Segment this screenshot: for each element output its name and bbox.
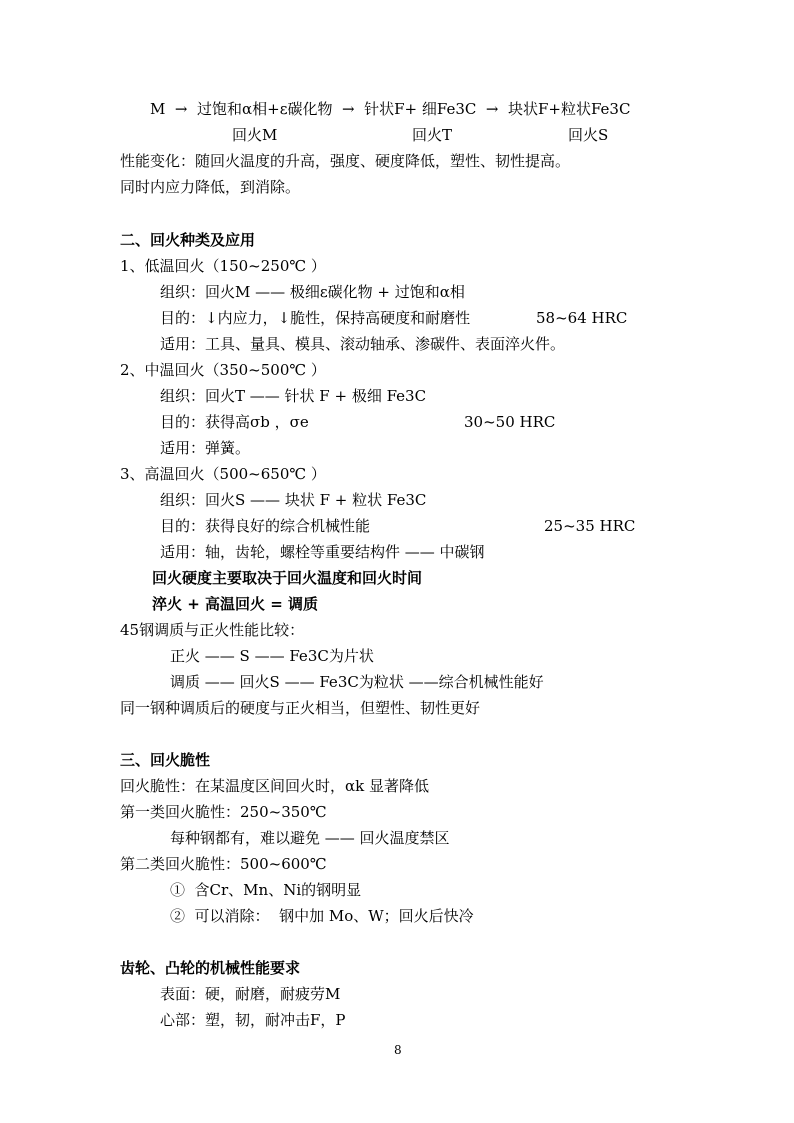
comparison-title: 45钢调质与正火性能比较： [120,621,305,639]
high-temper-title: 3、高温回火（500~650℃ ） [120,465,326,483]
second-type-item-2: ② 可以消除： 钢中加 Mo、W；回火后快冷 [170,907,474,925]
transform-chain: M → 过饱和α相+ε碳化物 → 针状F+ 细Fe3C → 块状F+粒状Fe3C [150,100,631,118]
high-temper-application: 适用：轴，齿轮，螺栓等重要结构件 —— 中碳钢 [160,543,485,561]
mid-temper-application: 适用：弹簧。 [160,439,251,457]
first-type-brittleness: 第一类回火脆性：250~350℃ [120,803,327,821]
gear-core-requirement: 心部：塑，韧，耐冲击F，P [160,1011,346,1029]
page-number: 8 [394,1043,402,1057]
mid-temper-title: 2、中温回火（350~500℃ ） [120,361,326,379]
hardness-note: 回火硬度主要取决于回火温度和回火时间 [152,569,423,587]
section-2-title: 二、回火种类及应用 [120,231,256,249]
high-temper-hrc: 25~35 HRC [544,517,636,535]
low-temper-title: 1、低温回火（150~250℃ ） [120,257,326,275]
mid-temper-purpose: 目的：获得高σb ，σe [160,413,309,431]
comparison-normalize: 正火 —— S —— Fe3C为片状 [170,647,374,665]
performance-stress: 同时内应力降低，到消除。 [120,178,301,196]
performance-change: 性能变化：随回火温度的升高，强度、硬度降低，塑性、韧性提高。 [120,152,571,170]
second-type-item-1: ① 含Cr、Mn、Ni的钢明显 [170,881,362,899]
high-temper-purpose: 目的：获得良好的综合机械性能 [160,517,371,535]
label-tempered-martensite: 回火M [232,126,278,144]
label-tempered-troostite: 回火T [412,126,453,144]
comparison-conclusion: 同一钢种调质后的硬度与正火相当，但塑性、韧性更好 [120,699,481,717]
low-temper-structure: 组织：回火M —— 极细ε碳化物 + 过饱和α相 [160,283,465,301]
quench-temper-definition: 淬火 + 高温回火 = 调质 [152,595,319,613]
temper-brittleness-definition: 回火脆性：在某温度区间回火时，αk 显著降低 [120,777,429,795]
low-temper-hrc: 58~64 HRC [536,309,628,327]
section-3-title: 三、回火脆性 [120,751,211,769]
high-temper-structure: 组织：回火S —— 块状 F + 粒状 Fe3C [160,491,427,509]
label-tempered-sorbite: 回火S [568,126,609,144]
low-temper-purpose: 目的：↓内应力，↓脆性，保持高硬度和耐磨性 [160,309,471,327]
low-temper-application: 适用：工具、量具、模具、滚动轴承、渗碳件、表面淬火件。 [160,335,566,353]
gear-surface-requirement: 表面：硬，耐磨，耐疲劳M [160,985,341,1003]
mid-temper-hrc: 30~50 HRC [464,413,556,431]
second-type-brittleness: 第二类回火脆性：500~600℃ [120,855,327,873]
gear-section-title: 齿轮、凸轮的机械性能要求 [120,959,301,977]
mid-temper-structure: 组织：回火T —— 针状 F + 极细 Fe3C [160,387,427,405]
comparison-quench-temper: 调质 —— 回火S —— Fe3C为粒状 ——综合机械性能好 [170,673,544,691]
first-type-note: 每种钢都有，难以避免 —— 回火温度禁区 [170,829,450,847]
